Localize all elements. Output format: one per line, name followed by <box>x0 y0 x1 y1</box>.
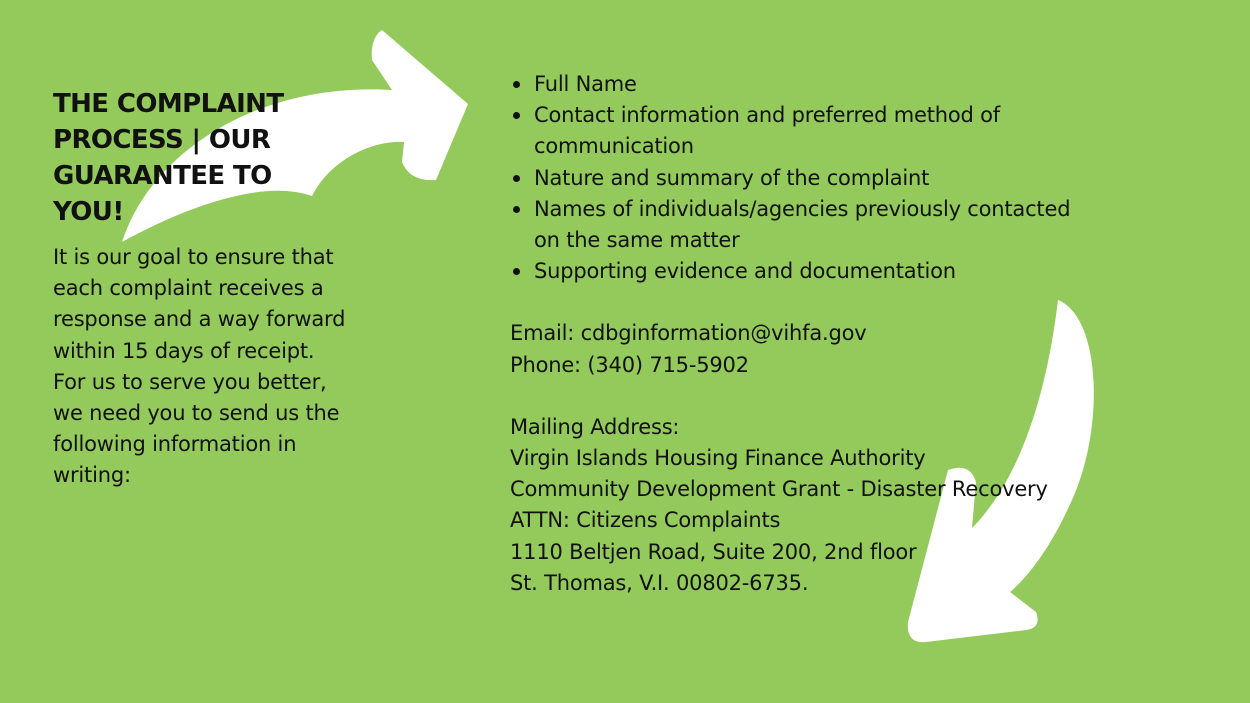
mailing-address-line: St. Thomas, V.I. 00802-6735. <box>510 570 809 595</box>
requirement-item-full-name: Full Name <box>510 69 1094 100</box>
requirements-list <box>510 69 1210 287</box>
mailing-address-block <box>510 412 1210 599</box>
requirements-panel <box>510 69 1210 599</box>
contact-block <box>510 318 1210 380</box>
mailing-address-line: Community Development Grant - Disaster Recovery <box>510 477 1048 502</box>
slide-heading: THE COMPLAINT PROCESS | OUR GUARANTEE TO YOU! <box>53 89 284 227</box>
intro-paragraph: It is our goal to ensure that each complaint receives a response and a way forward within 15 days of receipt. For us to serve you better, we need you to send us the following information in writing: <box>53 245 346 488</box>
mailing-address-line: ATTN: Citizens Complaints <box>510 508 781 533</box>
mailing-address-label: Mailing Address: <box>510 414 680 439</box>
contact-phone: Phone: (340) 715-5902 <box>510 352 749 377</box>
requirement-item-contact-info: Contact information and preferred method of communication <box>510 100 1094 162</box>
requirement-item-evidence: Supporting evidence and documentation <box>510 256 1094 287</box>
mailing-address-line: 1110 Beltjen Road, Suite 200, 2nd floor <box>510 539 917 564</box>
requirement-item-prior-contacts: Names of individuals/agencies previously contacted on the same matter <box>510 194 1094 256</box>
mailing-address-line: Virgin Islands Housing Finance Authority <box>510 446 926 471</box>
requirement-item-complaint-summary: Nature and summary of the complaint <box>510 163 1094 194</box>
contact-email: Email: cdbginformation@vihfa.gov <box>510 321 867 346</box>
